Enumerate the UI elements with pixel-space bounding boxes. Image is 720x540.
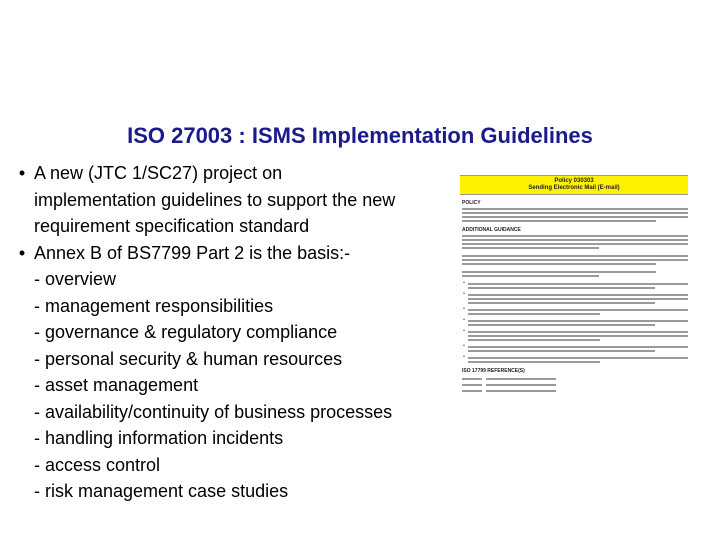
doc-text-line	[462, 255, 688, 257]
subitem-asset-management: - asset management	[34, 375, 199, 395]
slide-title: ISO 27003 : ISMS Implementation Guidelines	[127, 123, 593, 148]
subitem-governance: - governance & regulatory compliance	[34, 322, 338, 342]
subitem-availability: - availability/continuity of business processes	[34, 401, 393, 422]
doc-text-line	[462, 259, 688, 261]
doc-reference-row	[460, 376, 688, 380]
subitem-risk-management: - risk management case studies	[34, 481, 289, 501]
doc-bullet: •	[460, 329, 688, 341]
doc-bullet: •	[460, 344, 688, 352]
doc-text-line	[462, 243, 688, 245]
subitem-overview: - overview	[34, 269, 117, 289]
doc-bullet: •	[460, 292, 688, 304]
doc-section-guidance: ADDITIONAL GUIDANCE	[462, 227, 521, 233]
bullet-line: implementation guidelines to support the new	[34, 189, 396, 210]
bullet-marker: •	[18, 163, 26, 183]
doc-bullet: •	[460, 355, 688, 363]
doc-bullet-list	[460, 281, 688, 363]
subitem-management-responsibilities: - management responsibilities	[34, 295, 274, 316]
doc-text-line	[462, 216, 688, 218]
doc-section-policy: POLICY	[462, 200, 481, 206]
bullet-text: Annex B of BS7799 Part 2 is the basis:-	[34, 242, 351, 263]
bullet-item-annex-b	[10, 240, 450, 267]
policy-title: Sending Electronic Mail (E-mail)	[528, 185, 620, 191]
doc-reference-row	[460, 382, 688, 386]
bullet-item-jtc-project	[10, 160, 450, 240]
bullet-text	[34, 160, 450, 240]
doc-reference-row	[460, 388, 688, 392]
doc-text-line	[462, 220, 656, 222]
subitem-access-control: - access control	[34, 454, 161, 475]
doc-text-line	[462, 212, 688, 214]
doc-text-line	[462, 239, 688, 241]
policy-number: Policy 030303	[554, 178, 594, 184]
subitem-information-incidents: - handling information incidents	[34, 428, 284, 448]
policy-document-header	[460, 175, 688, 195]
bullet-line: requirement specification standard	[34, 216, 310, 236]
doc-bullet: •	[460, 307, 688, 315]
doc-text-line	[462, 208, 688, 210]
doc-bullet: •	[460, 281, 688, 289]
bullet-line: A new (JTC 1/SC27) project on	[34, 163, 283, 183]
doc-text-line	[462, 275, 599, 277]
bullet-marker: •	[18, 242, 26, 263]
subitem-personal-security: - personal security & human resources	[34, 348, 343, 369]
bullet-list	[10, 160, 450, 505]
doc-text-line	[462, 235, 688, 237]
doc-text-line	[462, 271, 656, 273]
policy-document-image	[460, 175, 688, 510]
doc-section-references: ISO 17799 REFERENCE(S)	[462, 368, 525, 374]
doc-bullet: •	[460, 318, 688, 326]
